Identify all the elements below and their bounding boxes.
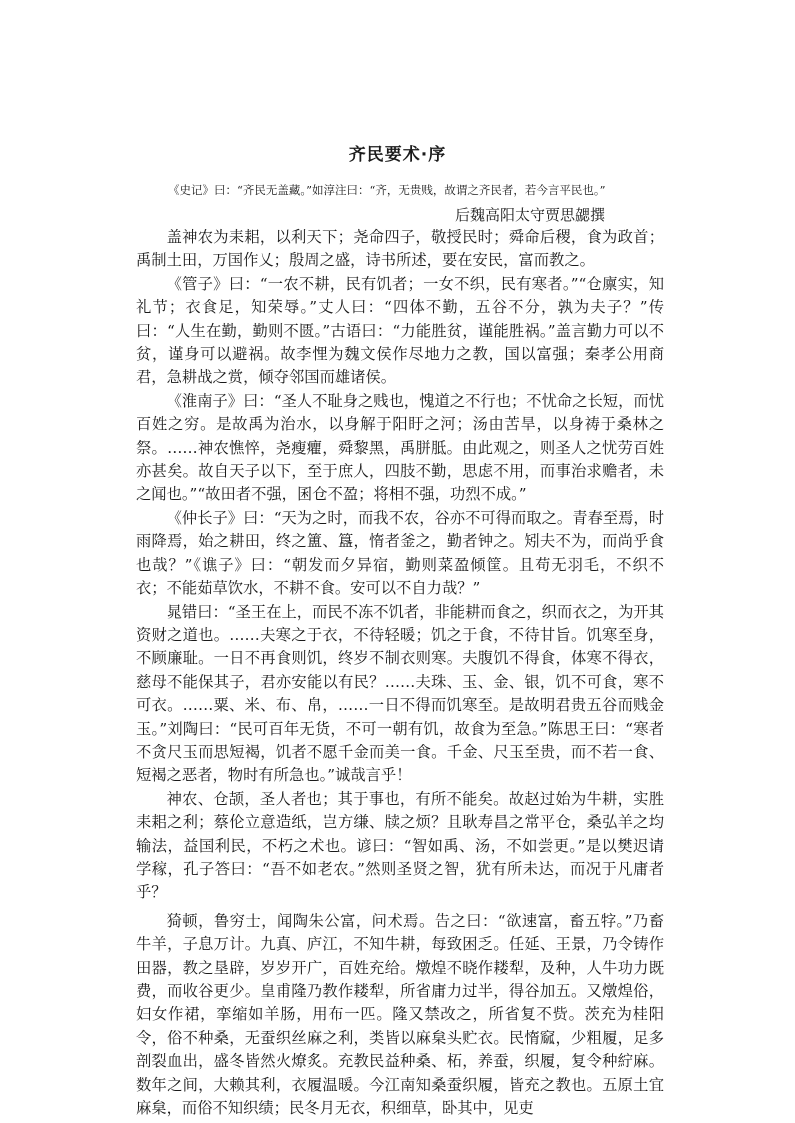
paragraph: 《管子》曰：“一农不耕，民有饥者；一女不织，民有寒者。”“仓廪实，知礼节；衣食足，知荣辱。”丈人曰：“四体不勤，五谷不分，孰为夫子？”传曰：“人生在勤，勤则不匮。”古语曰：“力能胜贫，谨能胜祸。”盖言勤力可以不贫，谨身可以避祸。故李悝为魏文侯作尽地力之教，国以富强；秦孝公用商君，急耕战之赏，倾夺邻国而雄诸侯。: [136, 274, 664, 387]
paragraph: 猗顿，鲁穷士，闻陶朱公富，问术焉。告之曰：“欲速富，畜五牸。”乃畜牛羊，子息万计。九真、庐江，不知牛耕，每致困乏。任延、王景，乃令铸作田器，教之垦辟，岁岁开广，百姓充给。燉煌不晓作耧犁，及种，人牛功力既费，而收谷更少。皇甫隆乃教作耧犁，所省庸力过半，得谷加五。又燉煌俗，妇女作裙，挛缩如羊肠，用布一匹。隆又禁改之，所省复不赀。茨充为桂阳令，俗不种桑，无蚕织丝麻之利，类皆以麻枲头贮衣。民惰窳，少粗履，足多剖裂血出，盛冬皆然火燎炙。充教民益种桑、柘，养蚕，织履，复令种紵麻。数年之间，大赖其利，衣履温暖。今江南知桑蚕织履，皆充之教也。五原土宜麻枲，而俗不知织绩；民冬月无衣，积细草，卧其中，见吏: [136, 911, 664, 1118]
paragraph: 晁错曰：“圣王在上，而民不冻不饥者，非能耕而食之，织而衣之，为开其资财之道也。……夫寒之于衣，不待轻暖；饥之于食，不待甘旨。饥寒至身，不顾廉耻。一日不再食则饥，终岁不制衣则寒。夫腹饥不得食，体寒不得衣，慈母不能保其子，君亦安能以有民？……夫珠、玉、金、银，饥不可食，寒不可衣。……粟、米、布、帛，……一日不得而饥寒至。是故明君贵五谷而贱金玉。”刘陶曰：“民可百年无货，不可一朝有饥，故食为至急。”陈思王曰：“寒者不贪尺玉而思短褐，饥者不愿千金而美一食。千金、尺玉至贵，而不若一食、短褐之恶者，物时有所急也。”诚哉言乎！: [136, 602, 664, 785]
body-text: [136, 226, 664, 1120]
author-line: 后魏高阳太守贾思勰撰: [455, 206, 606, 224]
paragraph: 《淮南子》曰：“圣人不耻身之贱也，愧道之不行也；不忧命之长短，而忧百姓之穷。是故禹为治水，以身解于阳盱之河；汤由苦旱，以身祷于桑林之祭。……神农憔悴，尧瘦癯，舜黎黑，禹胼胝。由此观之，则圣人之忧劳百姓亦甚矣。故自天子以下，至于庶人，四肢不勤，思虑不用，而事治求赡者，未之闻也。”“故田者不强，囷仓不盈；将相不强，功烈不成。”: [136, 391, 664, 504]
paragraph: 神农、仓颉，圣人者也；其于事也，有所不能矣。故赵过始为牛耕，实胜耒耜之利；蔡伦立意造纸，岂方缣、牍之烦？且耿寿昌之常平仓，桑弘羊之均输法，益国利民，不朽之术也。谚曰：“智如禹、汤，不如尝更。”是以樊迟请学稼，孔子答曰：“吾不如老农。”然则圣贤之智，犹有所未达，而况于凡庸者乎？: [136, 789, 664, 902]
paragraph: 盖神农为耒耜，以利天下；尧命四子，敬授民时；舜命后稷，食为政首；禹制土田，万国作乂；殷周之盛，诗书所述，要在安民，富而教之。: [136, 228, 664, 270]
epigraph: 《史记》曰：“齐民无盖藏。”如淳注曰：“齐，无贵贱，故谓之齐民者，若今言平民也。”: [168, 183, 606, 197]
document-title: 齐民要术·序: [348, 145, 447, 165]
paragraph: 《仲长子》曰：“天为之时，而我不农，谷亦不可得而取之。青春至焉，时雨降焉，始之耕田，终之簠、簋，惰者釜之，勤者钟之。矧夫不为，而尚乎食也哉？”《谯子》曰：“朝发而夕异宿，勤则菜盈倾筐。且苟无羽毛，不织不衣；不能茹草饮水，不耕不食。安可以不自力哉？”: [136, 508, 664, 598]
